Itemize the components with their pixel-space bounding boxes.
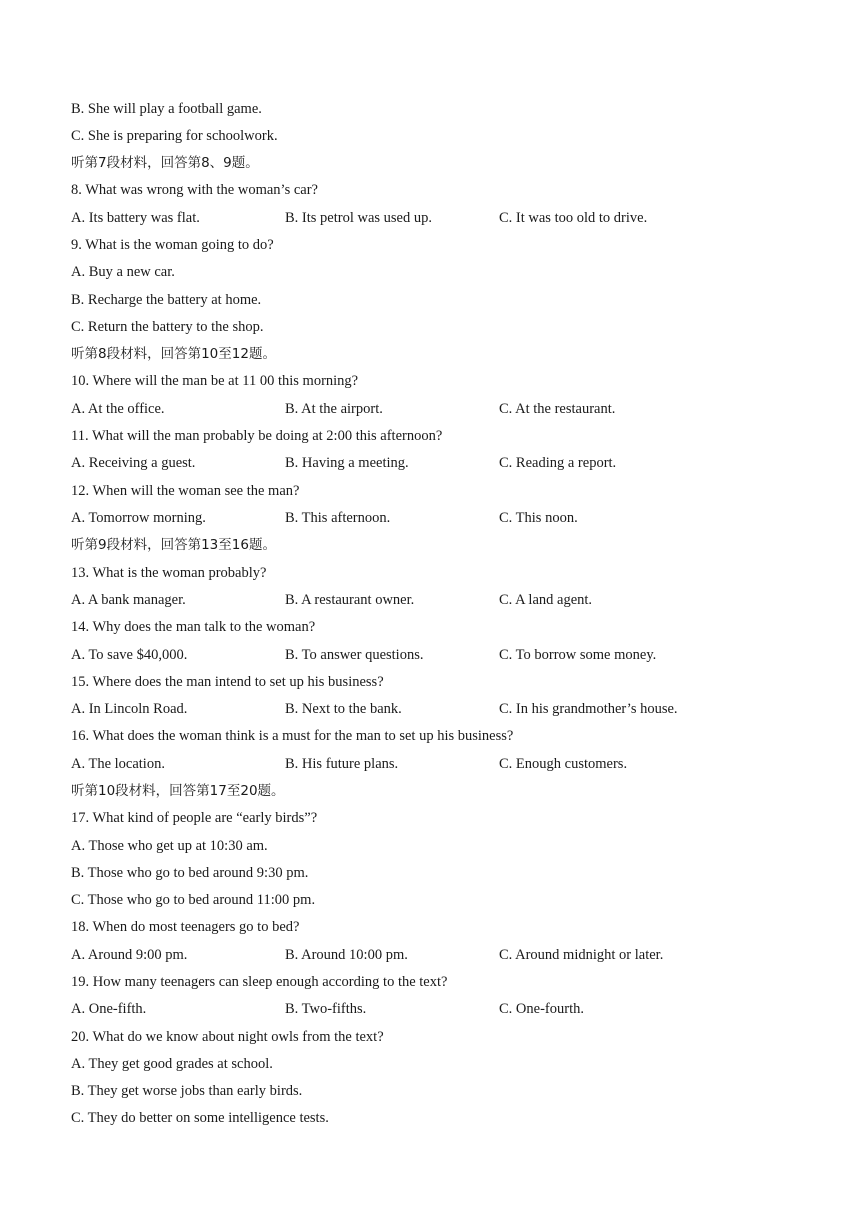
option-b: B. His future plans. xyxy=(285,756,399,772)
question: 10. Where will the man be at 11 00 this morning? xyxy=(71,373,359,389)
option-a: A. A bank manager. xyxy=(71,592,186,608)
option-a: A. Tomorrow morning. xyxy=(71,510,206,526)
option-a: A. Receiving a guest. xyxy=(71,455,196,471)
question: 19. How many teenagers can sleep enough according to the text? xyxy=(71,974,448,990)
option-line: B. She will play a football game. xyxy=(71,101,262,117)
option-c: C. Reading a report. xyxy=(499,455,617,471)
option-line: A. Those who get up at 10:30 am. xyxy=(71,838,268,854)
option-c: C. One-fourth. xyxy=(499,1001,584,1017)
question: 18. When do most teenagers go to bed? xyxy=(71,919,300,935)
option-line: A. Buy a new car. xyxy=(71,264,175,280)
option-c: C. To borrow some money. xyxy=(499,647,657,663)
section-instruction: 听第7段材料，回答第8、9题。 xyxy=(71,155,259,171)
question: 14. Why does the man talk to the woman? xyxy=(71,619,316,635)
option-line: B. They get worse jobs than early birds. xyxy=(71,1083,303,1099)
option-line: A. They get good grades at school. xyxy=(71,1056,273,1072)
option-b: B. Having a meeting. xyxy=(285,455,409,471)
question: 12. When will the woman see the man? xyxy=(71,483,300,499)
option-line: C. She is preparing for schoolwork. xyxy=(71,128,278,144)
option-a: A. To save $40,000. xyxy=(71,647,188,663)
option-a: A. The location. xyxy=(71,756,165,772)
option-a: A. In Lincoln Road. xyxy=(71,701,188,717)
question: 15. Where does the man intend to set up his business? xyxy=(71,674,384,690)
option-b: B. Two-fifths. xyxy=(285,1001,367,1017)
option-line: C. They do better on some intelligence tests. xyxy=(71,1110,329,1126)
option-a: A. Around 9:00 pm. xyxy=(71,947,188,963)
option-c: C. This noon. xyxy=(499,510,578,526)
section-instruction: 听第9段材料，回答第13至16题。 xyxy=(71,537,276,553)
question: 13. What is the woman probably? xyxy=(71,565,267,581)
question: 16. What does the woman think is a must for the man to set up his business? xyxy=(71,728,514,744)
section-instruction: 听第8段材料，回答第10至12题。 xyxy=(71,346,276,362)
question: 8. What was wrong with the woman’s car? xyxy=(71,182,318,198)
option-b: B. Around 10:00 pm. xyxy=(285,947,408,963)
option-b: B. A restaurant owner. xyxy=(285,592,415,608)
section-instruction: 听第10段材料，回答第17至20题。 xyxy=(71,783,285,799)
option-b: B. This afternoon. xyxy=(285,510,391,526)
option-line: C. Those who go to bed around 11:00 pm. xyxy=(71,892,316,908)
option-c: C. Around midnight or later. xyxy=(499,947,664,963)
question: 11. What will the man probably be doing at 2:00 this afternoon? xyxy=(71,428,443,444)
option-b: B. Its petrol was used up. xyxy=(285,210,432,226)
option-c: C. A land agent. xyxy=(499,592,593,608)
option-c: C. Enough customers. xyxy=(499,756,628,772)
option-c: C. In his grandmother’s house. xyxy=(499,701,678,717)
option-b: B. To answer questions. xyxy=(285,647,424,663)
question: 20. What do we know about night owls from the text? xyxy=(71,1029,384,1045)
question: 9. What is the woman going to do? xyxy=(71,237,274,253)
option-line: B. Recharge the battery at home. xyxy=(71,292,262,308)
option-c: C. It was too old to drive. xyxy=(499,210,648,226)
option-line: B. Those who go to bed around 9:30 pm. xyxy=(71,865,309,881)
option-a: A. Its battery was flat. xyxy=(71,210,200,226)
option-line: C. Return the battery to the shop. xyxy=(71,319,264,335)
option-b: B. Next to the bank. xyxy=(285,701,402,717)
option-b: B. At the airport. xyxy=(285,401,383,417)
question: 17. What kind of people are “early birds”? xyxy=(71,810,318,826)
option-a: A. At the office. xyxy=(71,401,165,417)
option-a: A. One-fifth. xyxy=(71,1001,147,1017)
option-c: C. At the restaurant. xyxy=(499,401,616,417)
